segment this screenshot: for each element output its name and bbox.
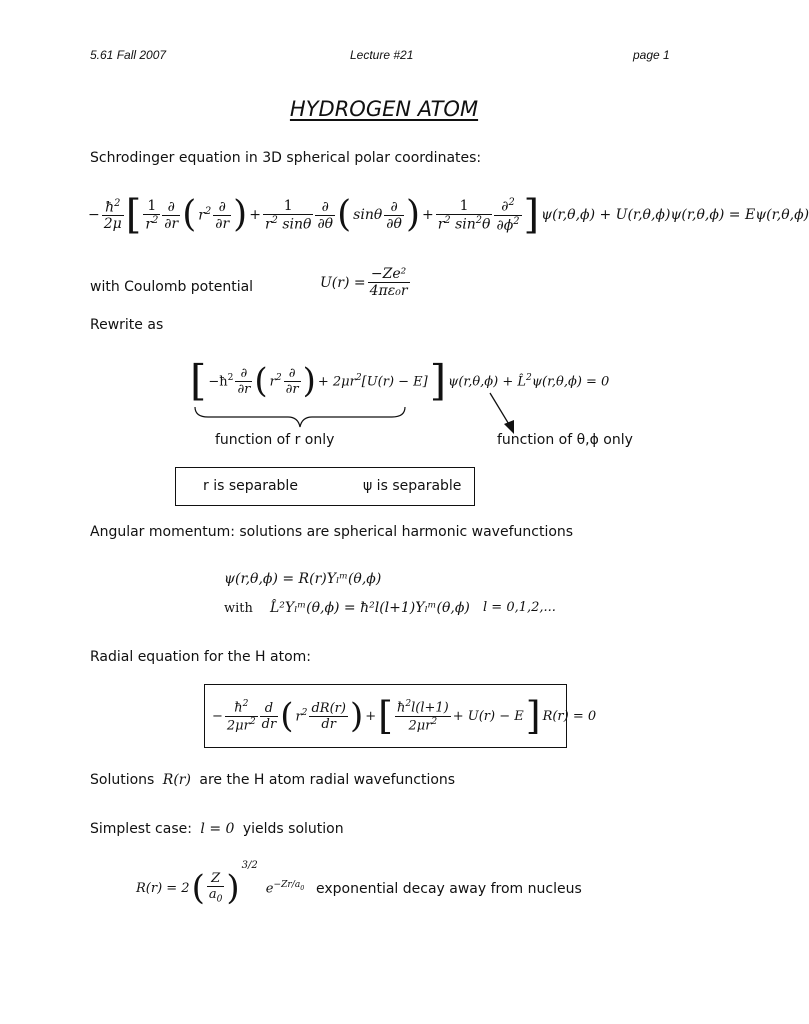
lecture-label: Lecture #21: [350, 48, 414, 62]
simplest-case-text: Simplest case: l = 0 yields solution: [90, 821, 344, 837]
rewrite-text: Rewrite as: [90, 317, 164, 333]
rewritten-equation: [ $-ħ^2$ $\frac{\partial}{\partial r}$ ( $r^2$ $\frac{\partial}{\partial r}$ ) + $2\mu r^2[U(r) - E]$ ] ψ(r,θ,ϕ) + L̂$^2$ψ(r,θ,ϕ) = 0: [190, 356, 610, 405]
underbrace: [190, 405, 410, 429]
angular-momentum-text: Angular momentum: solutions are spherical harmonic wavefunctions: [90, 524, 574, 540]
radial-equation: − $\frac{ħ^2}{2\mu r^2}$ $\frac{d}{dr}$ ( $r^2$ $\frac{dR(r)}{dr}$ ) + [ $\frac{ħ^2l(l+1)}{2\mu r^2}$ + U(r) − E ] R(r) = 0: [212, 694, 597, 738]
decay-text: exponential decay away from nucleus: [316, 881, 582, 897]
coulomb-label: with Coulomb potential: [90, 279, 254, 295]
page-title: HYDROGEN ATOM: [289, 97, 479, 121]
separability-box: [175, 467, 475, 506]
course-label: 5.61 Fall 2007: [90, 48, 167, 62]
angular-eigen-equation: L̂²Yₗᵐ(θ,ϕ) = ħ²l(l+1)Yₗᵐ(θ,ϕ): [270, 600, 470, 616]
coulomb-equation: U(r) = $\frac{\text{−Ze²}}{\text{4πε₀r}}$: [320, 266, 408, 299]
brace-label-right: function of θ,ϕ only: [497, 432, 633, 448]
l-values: l = 0,1,2,...: [483, 600, 556, 615]
radial-intro-text: Radial equation for the H atom:: [90, 649, 312, 665]
intro-text: Schrodinger equation in 3D spherical polar coordinates:: [90, 150, 482, 166]
page-number: page 1: [633, 48, 670, 62]
with-label: with: [224, 601, 253, 616]
r-separable-label: r is separable: [203, 478, 298, 494]
wavefunction-equation: ψ(r,θ,ϕ) = R(r)Yₗᵐ(θ,ϕ): [224, 571, 382, 587]
psi-separable-label: ψ is separable: [363, 478, 462, 494]
solutions-text: Solutions R(r) are the H atom radial wavefunctions: [90, 772, 456, 788]
ground-state-solution: R(r) = 2 ( $\frac{Z}{a_0}$ ) 3/2 $e^{-Zr/a_0}$: [136, 860, 305, 908]
brace-label-left: function of r only: [215, 432, 335, 448]
schrodinger-equation: − $\frac{ħ^2}{2\mu}$ [ $\frac{1}{r^2}$ $\frac{\partial}{\partial r}$ ( $r^2$ $\frac{\partial}{\partial r}$ ) + $\frac{1}{r^2 \sin\theta}$ $\frac{\partial}{\partial\theta}$ ( sinθ $\frac{\partial}{\partial\theta}$ ) + $\frac{1}{r^2 \sin^2\theta}$ $\frac{\partial^2}{\partial\phi^2}$ ] ψ(r,θ,ϕ) + U(r,θ,ϕ)ψ(r,θ,ϕ) = Eψ(r,θ,ϕ): [88, 192, 809, 238]
